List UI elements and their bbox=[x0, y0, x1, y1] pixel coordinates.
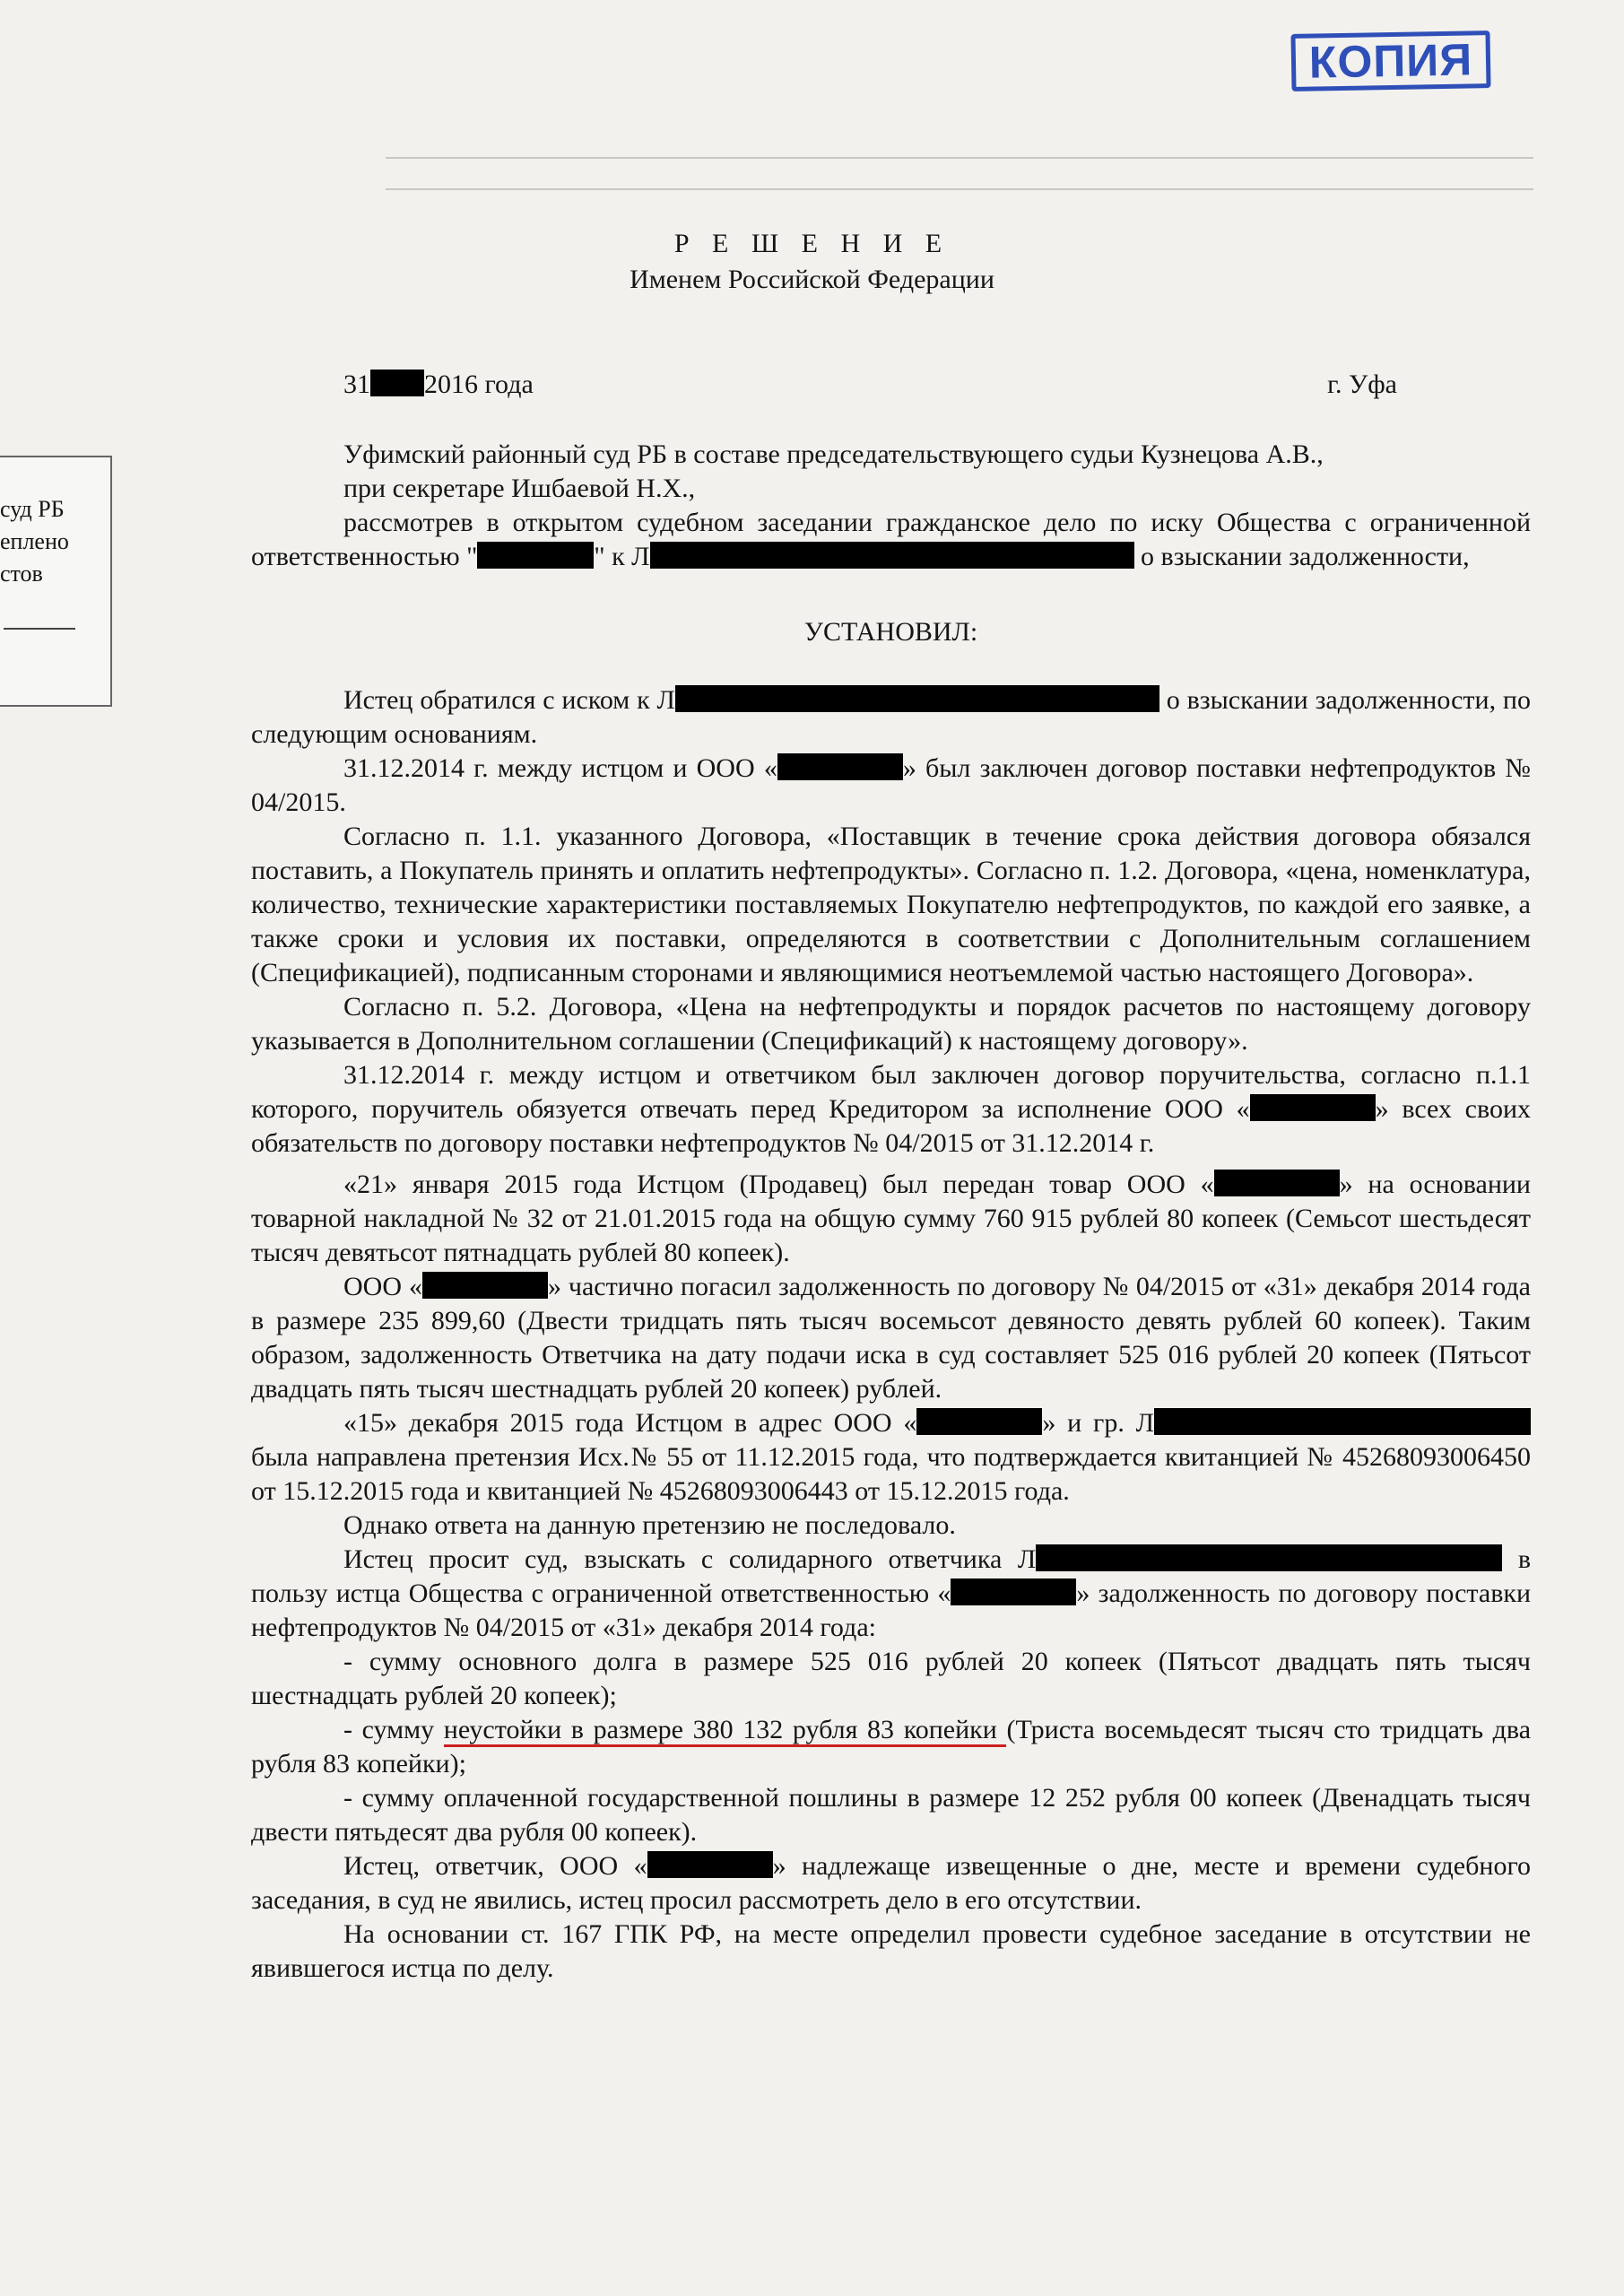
paragraph: 31.12.2014 г. между истцом и ответчиком был заключен договор поручительства, согласно п.1.1 которого, поручитель обязуется отвечать перед Кредитором за исполнение ООО « » всех своих обязательств по договору поставки нефтепродуктов № 04/2015 от 31.12.2014 г. bbox=[251, 1060, 1531, 1158]
side-note-line: стов bbox=[0, 561, 43, 587]
redaction-bar bbox=[477, 542, 594, 569]
intro-judge: Уфимский районный суд РБ в составе председательствующего судьи Кузнецова А.В., bbox=[343, 439, 1324, 469]
redaction-bar bbox=[370, 370, 424, 396]
intro-secretary: при секретаре Ишбаевой Н.Х., bbox=[343, 474, 696, 503]
redaction-bar bbox=[777, 753, 903, 780]
paragraph: «15» декабря 2015 года Истцом в адрес ООО « » и гр. Л была направлена претензия Исх.№ 55 от 11.12.2015 года, что подтверждается квитанцией № 45268093006450 от 15.12.2015 года и квитанцией № 45268093006443 от 15.12.2015 года. bbox=[251, 1408, 1531, 1506]
side-note-line: суд РБ bbox=[0, 496, 65, 522]
section-heading: УСТАНОВИЛ: bbox=[803, 617, 978, 647]
list-item: - сумму основного долга в размере 525 016 рублей 20 копеек (Пятьсот двадцать пять тысяч шестнадцать рублей 20 копеек); bbox=[251, 1647, 1531, 1710]
copy-stamp: КОПИЯ bbox=[1290, 30, 1490, 91]
redaction-bar bbox=[1250, 1094, 1376, 1121]
side-note-rule bbox=[4, 628, 75, 630]
highlighted-penalty: неустойки в размере 380 132 рубля 83 копейки bbox=[444, 1715, 1007, 1747]
document-title: Р Е Ш Е Н И Е bbox=[673, 229, 951, 258]
bleed-through-line bbox=[386, 157, 1533, 159]
bleed-through-line bbox=[386, 188, 1533, 190]
paragraph: На основании ст. 167 ГПК РФ, на месте определил провести судебное заседание в отсутствии не явившегося истца по делу. bbox=[251, 1919, 1531, 1983]
document-body bbox=[251, 438, 1531, 1986]
dateline bbox=[343, 370, 1397, 400]
redaction-bar bbox=[650, 542, 1134, 569]
redaction-bar bbox=[951, 1578, 1076, 1605]
list-item: - сумму неустойки в размере 380 132 рубля 83 копейки (Триста восемьдесят тысяч сто тридцать два рубля 83 копейки); bbox=[251, 1715, 1532, 1779]
paragraph: Однако ответа на данную претензию не последовало. bbox=[343, 1510, 956, 1540]
date-year: 2016 года bbox=[424, 370, 534, 399]
redaction-bar bbox=[1154, 1408, 1531, 1435]
side-note-fragment bbox=[0, 456, 112, 707]
document-subtitle: Именем Российской Федерации bbox=[630, 265, 994, 294]
redaction-bar bbox=[422, 1272, 548, 1299]
redaction-bar bbox=[1036, 1544, 1502, 1571]
redaction-bar bbox=[916, 1408, 1042, 1435]
paragraph: Истец обратился с иском к Л о взыскании задолженности, по следующим основаниям. bbox=[251, 685, 1531, 749]
paragraph: Согласно п. 5.2. Договора, «Цена на нефтепродукты и порядок расчетов по настоящему договору указывается в Дополнительном соглашении (Спецификаций) к настоящему договору». bbox=[251, 992, 1531, 1056]
paragraph: «21» января 2015 года Истцом (Продавец) был передан товар ООО « » на основании товарной накладной № 32 от 21.01.2015 года на общую сумму 760 915 рублей 80 копеек (Семьсот шестьдесят тысяч девятьсот пятнадцать рублей 80 копеек). bbox=[251, 1170, 1531, 1267]
paragraph: ООО « » частично погасил задолженность по договору № 04/2015 от «31» декабря 2014 года в размере 235 899,60 (Двести тридцать пять тысяч восемьсот девяносто девять рублей 60 копеек). Таким образом, задолженность Ответчика на дату подачи иска в суд составляет 525 016 рублей 20 копеек (Пятьсот двадцать пять тысяч шестнадцать рублей 20 копеек) рублей. bbox=[251, 1272, 1531, 1404]
date-day: 31 bbox=[343, 370, 370, 399]
paragraph: Согласно п. 1.1. указанного Договора, «Поставщик в течение срока действия договора обязался поставить, а Покупатель принять и оплатить нефтепродукты». Согласно п. 1.2. Договора, «цена, номенклатура, количество, технические характеристики поставляемых Покупателю нефтепродуктов, по каждой его заявке, а также сроки и условия их поставки, определяются в соответствии с Дополнительным соглашением (Спецификацией), подписанным сторонами и являющимися неотъемлемой частью настоящего Договора». bbox=[251, 822, 1531, 987]
list-item: - сумму оплаченной государственной пошлины в размере 12 252 рубля 00 копеек (Двенадцать тысяч двести пятьдесят два рубля 00 копеек). bbox=[251, 1783, 1531, 1847]
city: г. Уфа bbox=[1327, 370, 1397, 399]
redaction-bar bbox=[1214, 1170, 1340, 1196]
paragraph: Истец просит суд, взыскать с солидарного ответчика Л в пользу истца Общества с ограниченной ответственностью « » задолженность по договору поставки нефтепродуктов № 04/2015 от «31» декабря 2014 года: bbox=[251, 1544, 1532, 1642]
redaction-bar bbox=[675, 685, 1159, 712]
side-note-line: еплено bbox=[0, 528, 69, 554]
paragraph: 31.12.2014 г. между истцом и ООО « » был заключен договор поставки нефтепродуктов № 04/2015. bbox=[251, 753, 1531, 817]
paragraph: Истец, ответчик, ООО « » надлежаще извещенные о дне, месте и времени судебного заседания, в суд не явились, истец просил рассмотреть дело в его отсутствии. bbox=[251, 1851, 1532, 1915]
redaction-bar bbox=[647, 1851, 773, 1878]
intro-case: рассмотрев в открытом судебном заседании гражданское дело по иску Общества с ограниченной ответственностью " " к Л о взыскании задолженности, bbox=[251, 508, 1531, 571]
